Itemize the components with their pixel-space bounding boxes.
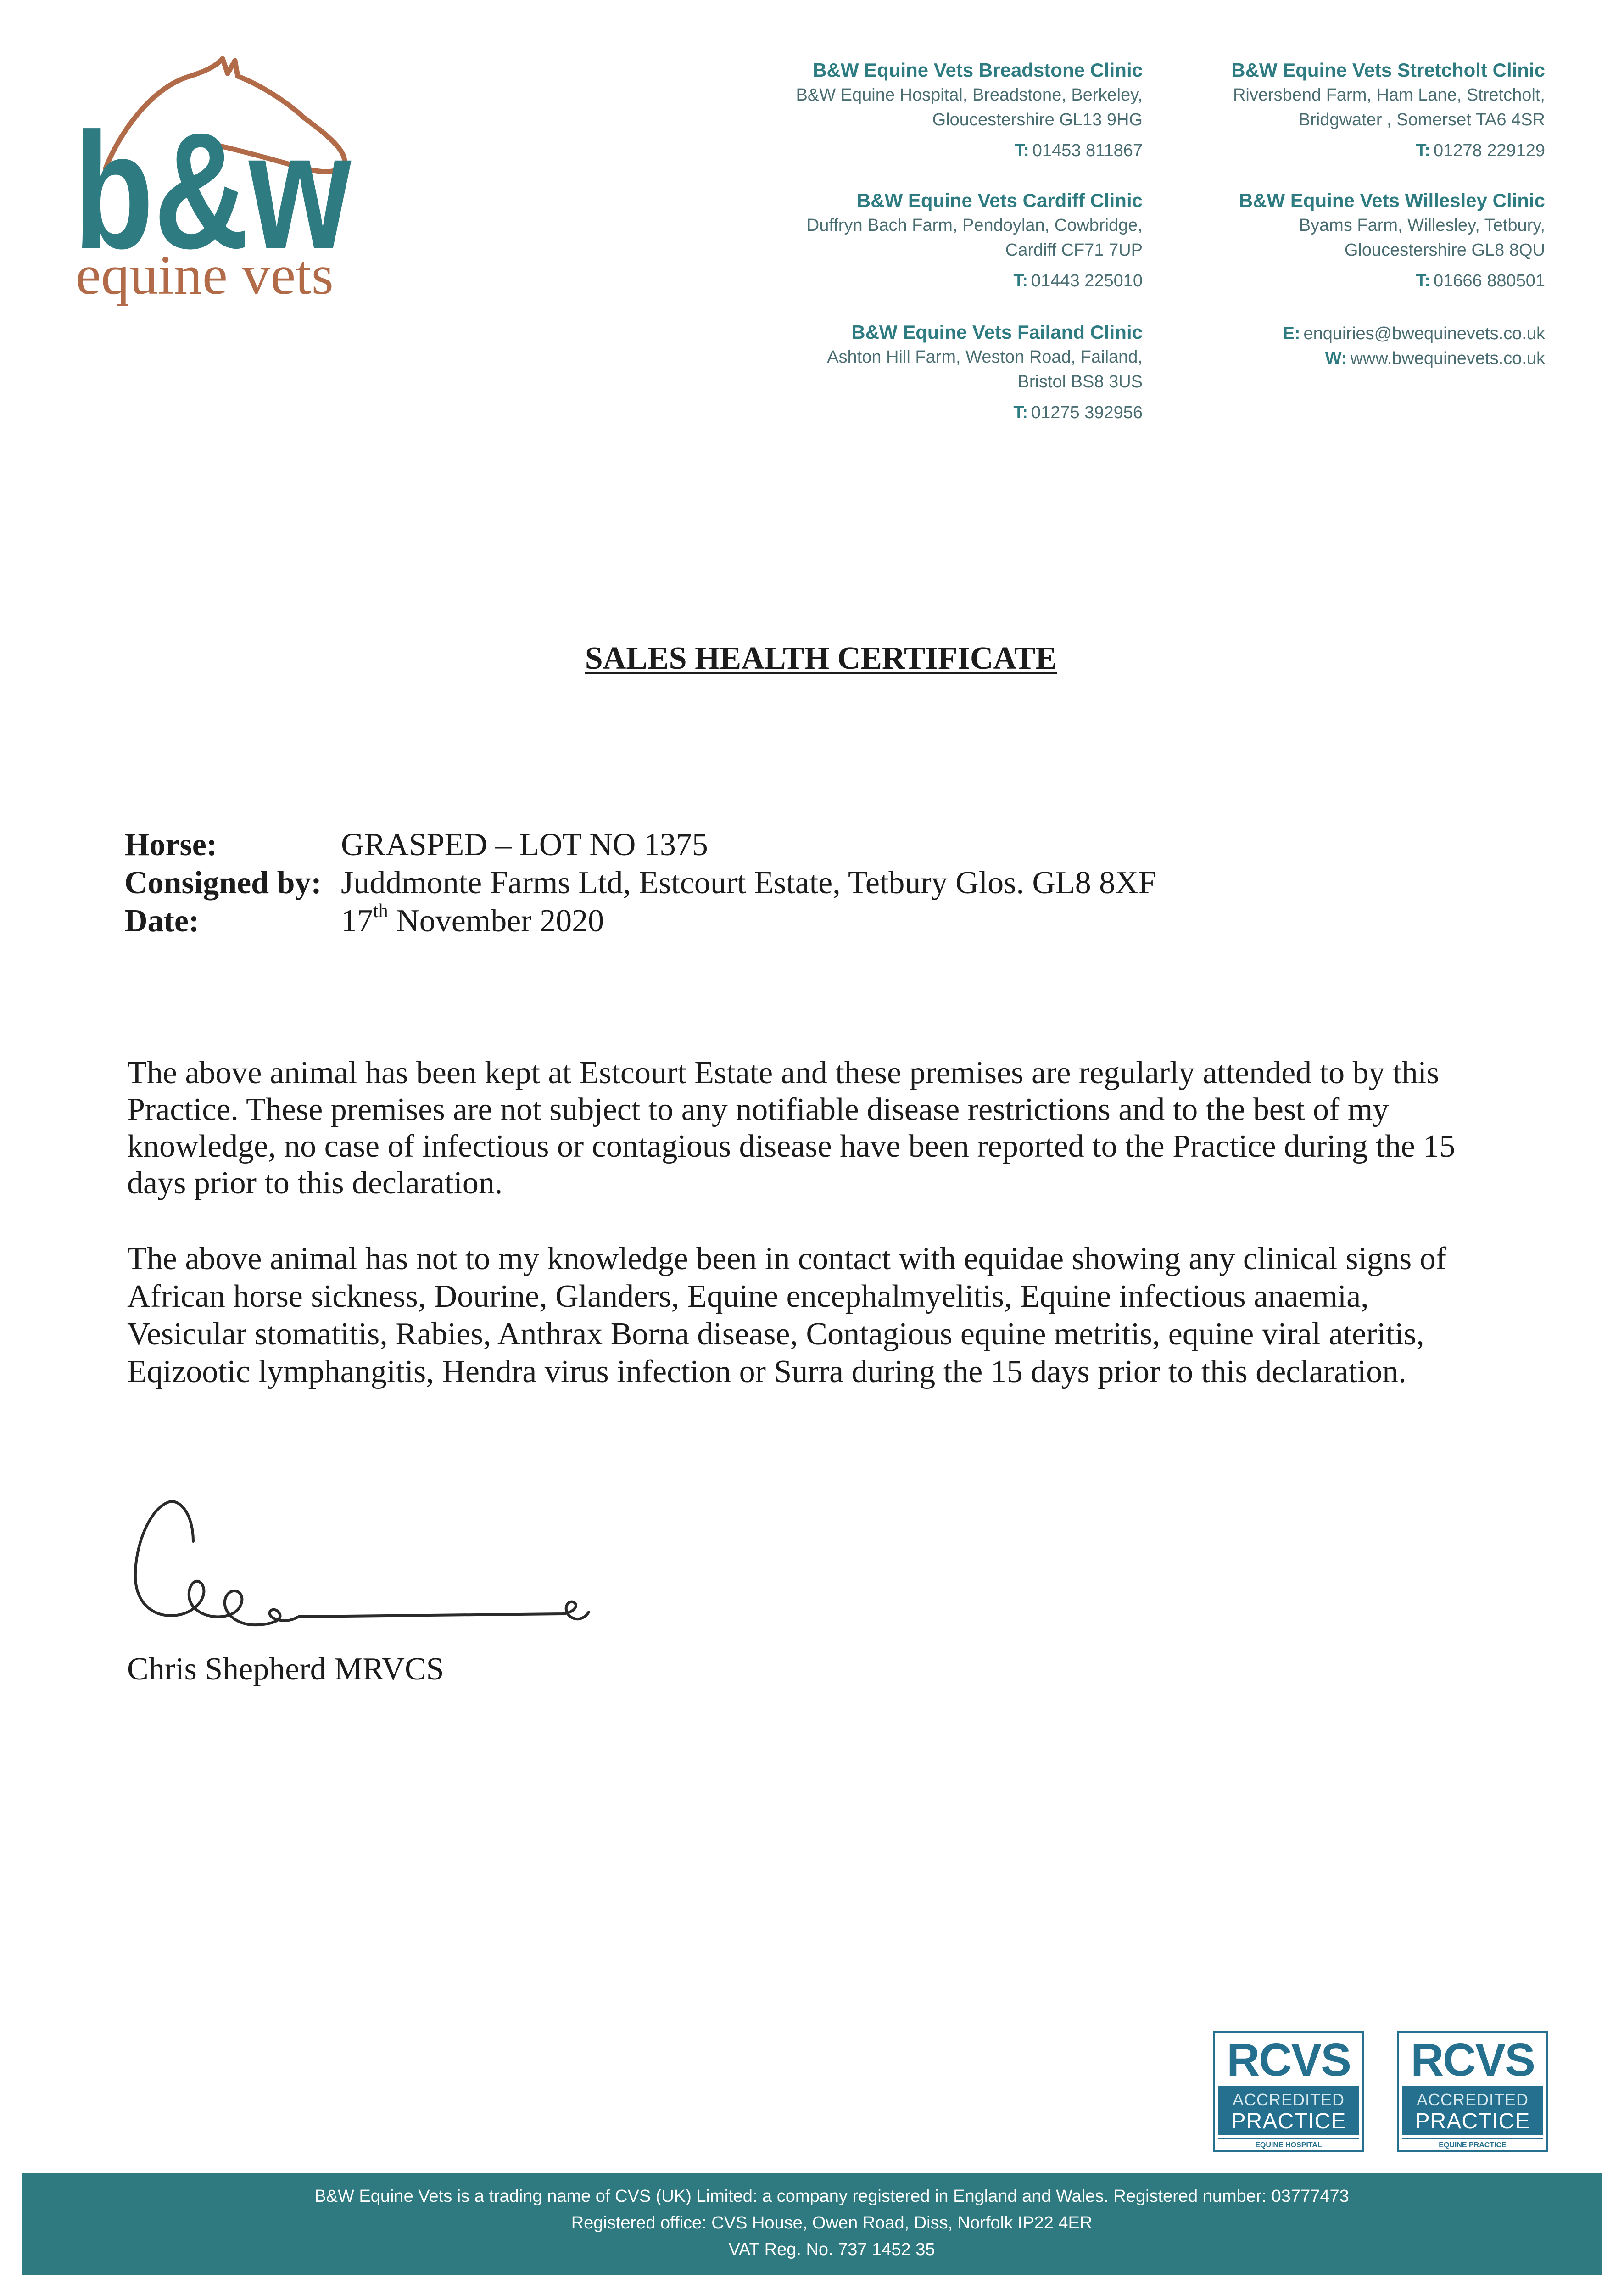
clinic-name: B&W Equine Vets Breadstone Clinic <box>813 59 1143 81</box>
paragraph-line: knowledge, no case of infectious or contagious disease have been reported to the Practice during the 15 <box>127 1129 1456 1164</box>
clinic-address-line: Byams Farm, Willesley, Tetbury, <box>1299 216 1545 235</box>
clinic-address-line: B&W Equine Hospital, Breadstone, Berkeley, <box>796 85 1143 105</box>
paragraph-line: The above animal has not to my knowledge been in contact with equidae showing any clinical signs of <box>127 1241 1447 1276</box>
clinic-cardiff <box>807 188 1143 293</box>
phone-number: 01666 880501 <box>1433 271 1545 291</box>
date-day-suffix: th <box>373 901 388 922</box>
email-address: enquiries@bwequinevets.co.uk <box>1303 324 1545 343</box>
phone-label: T: <box>1013 271 1028 291</box>
handwritten-signature <box>124 1486 602 1638</box>
accredited-label: ACCREDITED <box>1232 2090 1345 2109</box>
phone-number: 01453 811867 <box>1032 141 1143 160</box>
accreditation-band <box>1402 2086 1543 2135</box>
declaration-paragraph-premises <box>127 1055 1455 1202</box>
clinic-phone <box>796 138 1143 163</box>
consignor-label: Consigned by: <box>124 865 322 901</box>
phone-label: T: <box>1015 141 1029 160</box>
clinic-phone <box>1239 269 1545 293</box>
declaration-paragraph-diseases <box>127 1240 1446 1391</box>
clinic-phone <box>1231 138 1545 163</box>
badge-category: EQUINE PRACTICE <box>1439 2141 1507 2149</box>
footer-band <box>22 2173 1602 2275</box>
date-label: Date: <box>124 903 200 939</box>
detail-row-date <box>124 902 1317 940</box>
signatory-name: Chris Shepherd MRVCS <box>127 1651 444 1687</box>
practice-label: PRACTICE <box>1415 2109 1530 2133</box>
practice-label: PRACTICE <box>1231 2109 1346 2133</box>
footer-company-line: B&W Equine Vets is a trading name of CVS (UK) Limited: a company registered in England and Wales. Registered number: 03777473 <box>314 2187 1349 2206</box>
website-url: www.bwequinevets.co.uk <box>1350 349 1545 368</box>
paragraph-line: African horse sickness, Dourine, Glanders, Equine encephalmyelitis, Equine infectious anaemia, <box>127 1279 1369 1314</box>
phone-label: T: <box>1416 141 1430 160</box>
clinic-phone <box>827 400 1143 425</box>
horse-label: Horse: <box>124 827 218 862</box>
badge-category: EQUINE HOSPITAL <box>1255 2141 1322 2149</box>
clinic-address-line: Gloucestershire GL13 9HG <box>932 110 1143 129</box>
website-line <box>1283 346 1545 371</box>
clinic-address-line: Bristol BS8 3US <box>1017 372 1143 392</box>
rcvs-accreditation-badge-hospital <box>1213 2031 1364 2152</box>
paragraph-line: The above animal has been kept at Estcourt Estate and these premises are regularly attended to by this <box>127 1055 1440 1091</box>
paragraph-line: days prior to this declaration. <box>127 1165 503 1201</box>
certificate-details <box>124 826 1317 940</box>
website-label: W: <box>1325 349 1347 368</box>
logo-wordmark: b&w <box>73 99 352 283</box>
date-month-year: November 2020 <box>396 903 604 939</box>
rcvs-mark: RCVS <box>1227 2034 1351 2086</box>
clinic-address-line: Riversbend Farm, Ham Lane, Stretcholt, <box>1233 85 1545 105</box>
rcvs-accreditation-badge-practice <box>1397 2031 1548 2152</box>
phone-number: 01443 225010 <box>1031 271 1143 291</box>
date-day: 17 <box>341 903 373 939</box>
detail-row-horse <box>124 826 1317 864</box>
phone-number: 01278 229129 <box>1433 141 1545 160</box>
clinic-stretcholt <box>1231 58 1545 163</box>
accreditation-band <box>1218 2086 1359 2135</box>
logo-tagline: equine vets <box>76 244 334 306</box>
clinic-phone <box>807 269 1143 293</box>
horse-value: GRASPED – LOT NO 1375 <box>341 827 708 862</box>
clinic-willesley <box>1239 188 1545 293</box>
document-title: SALES HEALTH CERTIFICATE <box>585 641 1057 676</box>
clinic-name: B&W Equine Vets Failand Clinic <box>851 321 1143 343</box>
clinic-name: B&W Equine Vets Cardiff Clinic <box>856 190 1143 211</box>
clinic-address-line: Gloucestershire GL8 8QU <box>1344 241 1545 260</box>
contact-details <box>1283 321 1545 371</box>
paragraph-line: Practice. These premises are not subject to any notifiable disease restrictions and to the best of my <box>127 1092 1389 1127</box>
clinic-breadstone <box>796 58 1143 163</box>
company-logo <box>0 0 376 321</box>
detail-row-consignor <box>124 864 1317 902</box>
clinic-address-line: Duffryn Bach Farm, Pendoylan, Cowbridge, <box>806 216 1143 235</box>
signature-stroke <box>135 1501 589 1625</box>
footer-registered-office: Registered office: CVS House, Owen Road, Diss, Norfolk IP22 4ER <box>571 2213 1093 2233</box>
paragraph-line: Eqizootic lymphangitis, Hendra virus infection or Surra during the 15 days prior to this declaration. <box>127 1354 1406 1389</box>
clinic-failand <box>827 320 1143 425</box>
accredited-label: ACCREDITED <box>1416 2090 1529 2109</box>
clinic-address-line: Ashton Hill Farm, Weston Road, Failand, <box>827 347 1143 367</box>
phone-label: T: <box>1013 403 1028 422</box>
footer-vat-number: VAT Reg. No. 737 1452 35 <box>728 2240 935 2259</box>
clinic-name: B&W Equine Vets Willesley Clinic <box>1239 190 1545 211</box>
clinic-address-line: Cardiff CF71 7UP <box>1005 241 1143 260</box>
consignor-value: Juddmonte Farms Ltd, Estcourt Estate, Tetbury Glos. GL8 8XF <box>341 865 1156 901</box>
paragraph-line: Vesicular stomatitis, Rabies, Anthrax Borna disease, Contagious equine metritis, equine viral ateritis, <box>127 1316 1424 1352</box>
rcvs-mark: RCVS <box>1411 2034 1535 2086</box>
date-value <box>341 902 604 940</box>
email-label: E: <box>1283 324 1300 343</box>
phone-label: T: <box>1416 271 1430 291</box>
email-line <box>1283 321 1545 346</box>
clinic-address-line: Bridgwater , Somerset TA6 4SR <box>1298 110 1545 129</box>
badge-divider <box>1402 2138 1543 2139</box>
badge-divider <box>1218 2138 1359 2139</box>
clinic-name: B&W Equine Vets Stretcholt Clinic <box>1231 59 1545 81</box>
phone-number: 01275 392956 <box>1031 403 1143 422</box>
